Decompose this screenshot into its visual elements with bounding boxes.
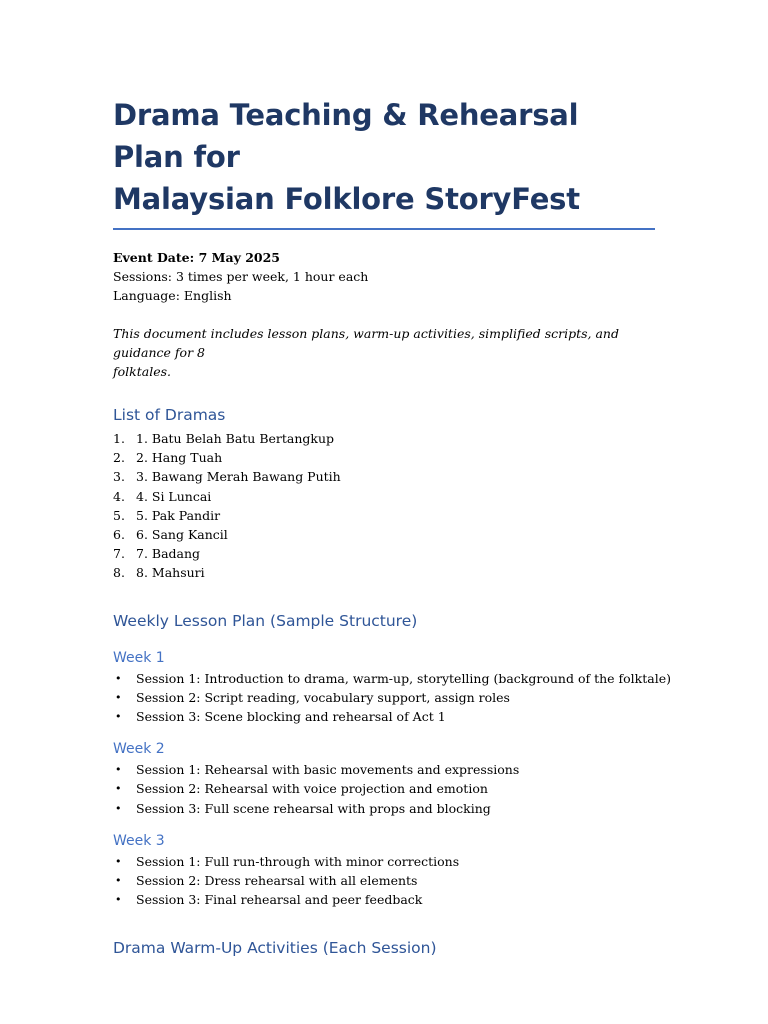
list-item xyxy=(113,563,655,582)
session-text: Session 2: Dress rehearsal with all elements xyxy=(136,873,418,889)
bullet-icon: • xyxy=(115,763,122,777)
dramas-heading: List of Dramas xyxy=(113,406,226,424)
list-item xyxy=(113,448,655,467)
language-info: Language: English xyxy=(113,288,232,303)
list-item-number: 3. xyxy=(113,469,125,485)
week-2-sessions xyxy=(113,760,655,818)
event-details xyxy=(113,248,655,305)
list-item xyxy=(113,760,655,779)
list-item xyxy=(113,779,655,798)
week-3-sessions xyxy=(113,852,655,910)
intro-line-2: folktales. xyxy=(113,364,171,379)
intro-line-1: This document includes lesson plans, warm-up activities, simplified scripts, and guidance for 8 xyxy=(113,326,619,360)
list-item xyxy=(113,669,671,688)
session-text: Session 3: Final rehearsal and peer feedback xyxy=(136,892,423,908)
list-item-label: 8. Mahsuri xyxy=(136,565,205,581)
week-3-heading: Week 3 xyxy=(113,832,165,849)
list-item-label: 1. Batu Belah Batu Bertangkup xyxy=(136,431,335,446)
list-item xyxy=(113,525,655,544)
list-item xyxy=(113,467,655,486)
title-underline xyxy=(113,228,655,230)
list-item xyxy=(113,688,655,707)
bullet-icon: • xyxy=(115,690,122,704)
bullet-icon: • xyxy=(115,874,122,888)
list-item xyxy=(113,487,655,506)
bullet-icon: • xyxy=(115,801,122,815)
list-item-label: 2. Hang Tuah xyxy=(136,450,223,466)
session-text: Session 2: Script reading, vocabulary support, assign roles xyxy=(136,689,510,705)
list-item-number: 8. xyxy=(113,565,125,581)
document-page xyxy=(113,94,671,958)
warmup-heading: Drama Warm-Up Activities (Each Session) xyxy=(113,939,437,958)
bullet-icon: • xyxy=(115,854,122,868)
list-item-label: 3. Bawang Merah Bawang Putih xyxy=(136,469,341,485)
list-item-number: 6. xyxy=(113,527,125,543)
document-title xyxy=(113,94,655,220)
list-item-number: 4. xyxy=(113,488,125,504)
list-item xyxy=(113,852,655,871)
list-item-number: 7. xyxy=(113,546,125,562)
week-2-heading: Week 2 xyxy=(113,741,165,758)
session-text: Session 2: Rehearsal with voice projection and emotion xyxy=(136,781,488,797)
list-item-label: 7. Badang xyxy=(136,546,201,562)
bullet-icon: • xyxy=(115,893,122,907)
week-1-sessions xyxy=(113,669,671,727)
list-item xyxy=(113,871,655,890)
title-line-1: Drama Teaching & Rehearsal Plan for xyxy=(113,98,579,174)
session-text: Session 1: Introduction to drama, warm-up, storytelling (background of the folktale) xyxy=(136,670,671,686)
list-item-label: 4. Si Luncai xyxy=(136,488,212,504)
list-item-label: 6. Sang Kancil xyxy=(136,527,228,543)
list-item-label: 5. Pak Pandir xyxy=(136,507,221,523)
bullet-icon: • xyxy=(115,671,122,685)
list-item xyxy=(113,890,655,909)
session-text: Session 1: Full run-through with minor corrections xyxy=(136,853,460,869)
dramas-list xyxy=(113,429,655,583)
session-frequency: Sessions: 3 times per week, 1 hour each xyxy=(113,269,369,284)
list-item-number: 5. xyxy=(113,507,125,523)
list-item xyxy=(113,544,655,563)
session-text: Session 3: Scene blocking and rehearsal of Act 1 xyxy=(136,709,446,725)
weekly-plan-heading: Weekly Lesson Plan (Sample Structure) xyxy=(113,611,418,630)
event-date: Event Date: 7 May 2025 xyxy=(113,250,280,265)
list-item xyxy=(113,799,655,818)
bullet-icon: • xyxy=(115,782,122,796)
list-item xyxy=(113,707,655,726)
session-text: Session 1: Rehearsal with basic movements and expressions xyxy=(136,762,520,778)
week-1-heading: Week 1 xyxy=(113,649,165,666)
intro-paragraph xyxy=(113,324,655,381)
list-item xyxy=(113,506,655,525)
title-line-2: Malaysian Folklore StoryFest xyxy=(113,182,580,216)
list-item-number: 2. xyxy=(113,450,125,466)
bullet-icon: • xyxy=(115,710,122,724)
list-item-number: 1. xyxy=(113,431,125,446)
list-item xyxy=(113,429,655,448)
session-text: Session 3: Full scene rehearsal with props and blocking xyxy=(136,800,491,816)
